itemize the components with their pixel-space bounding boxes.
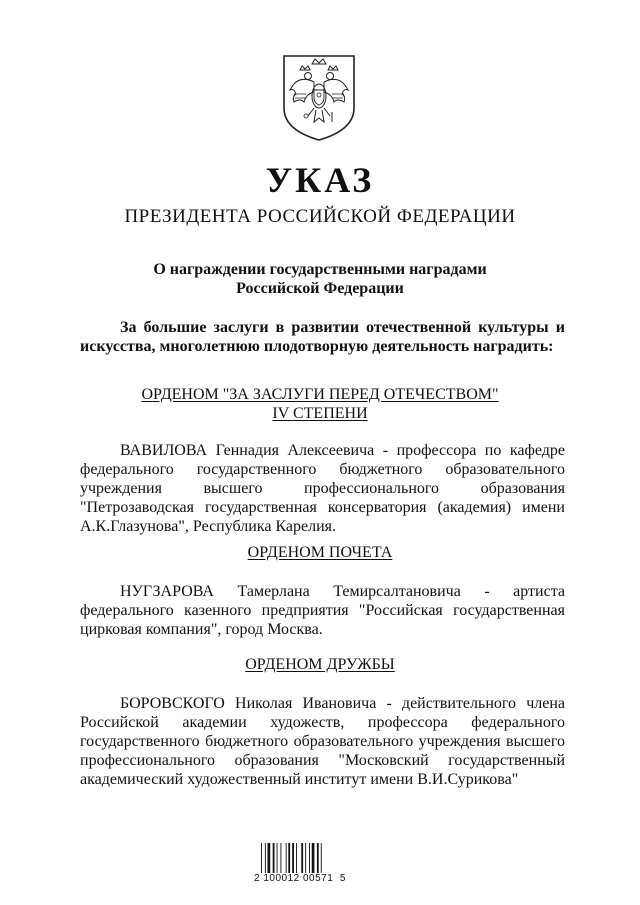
- preamble: За большие заслуги в развитии отечественной культуры и искусства, многолетнюю плодотворную деятельность наградить:: [80, 319, 565, 355]
- order-line: ОРДЕНОМ ПОЧЕТА: [247, 544, 393, 561]
- order-line: ОРДЕНОМ ДРУЖБЫ: [245, 656, 395, 673]
- award-recipient: ВАВИЛОВА Геннадия Алексеевича - профессора по кафедре федерального государственного бюджетного образовательного учреждения высшего профессионального образования "Петрозаводская государственная консерватория (академия) имени А.К.Глазунова", Республика Карелия.: [80, 442, 565, 535]
- decree-subtitle: ПРЕЗИДЕНТА РОССИЙСКОЙ ФЕДЕРАЦИИ: [124, 206, 516, 227]
- order-line: ОРДЕНОМ "ЗА ЗАСЛУГИ ПЕРЕД ОТЕЧЕСТВОМ": [141, 386, 499, 403]
- order-line: IV СТЕПЕНИ: [272, 405, 368, 422]
- subject-line-1: О награждении государственными наградами: [153, 261, 487, 278]
- award-order-title: [0, 543, 640, 562]
- award-order-title: [0, 385, 640, 423]
- subject-line-2: Российской Федерации: [236, 280, 404, 297]
- barcode-icon: [260, 843, 345, 873]
- award-recipient: БОРОВСКОГО Николая Ивановича - действительного члена Российской академии художеств, профессора федерального государственного бюджетного образовательного учреждения высшего профессионального образования "Московский государственный академический художественный институт имени В.И.Сурикова": [80, 695, 565, 788]
- barcode-number: 2 100012 00571 5: [254, 873, 346, 884]
- award-order-title: [0, 655, 640, 674]
- decree-subject: [120, 260, 520, 298]
- russian-coat-of-arms-icon: [278, 50, 360, 142]
- decree-title: УКАЗ: [265, 160, 375, 200]
- award-recipient: НУГЗАРОВА Тамерлана Темирсалтановича - артиста федерального казенного предприятия "Российская государственная цирковая компания", город Москва.: [80, 583, 565, 638]
